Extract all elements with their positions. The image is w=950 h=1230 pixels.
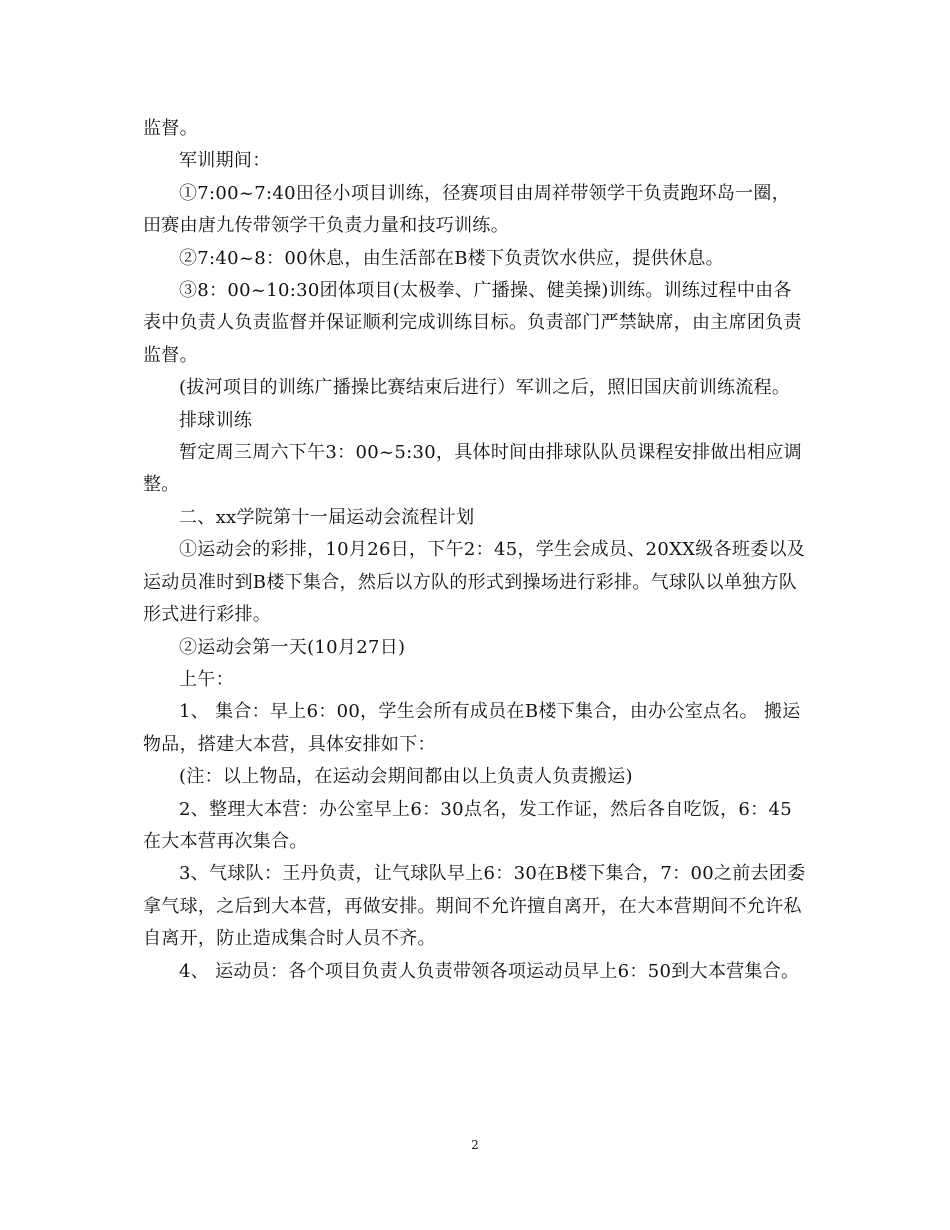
paragraph: ③8：00~10:30团体项目(太极拳、广播操、健美操)训练。训练过程中由各表中负责人负责监督并保证顺利完成训练目标。负责部门严禁缺席，由主席团负责监督。 <box>143 280 802 366</box>
paragraph: (注：以上物品，在运动会期间都由以上负责人负责搬运) <box>179 766 633 788</box>
paragraph: ①运动会的彩排，10月26日，下午2：45，学生会成员、20XX级各班委以及运动员准时到B楼下集合，然后以方队的形式到操场进行彩排。气球队以单独方队形式进行彩排。 <box>143 539 806 626</box>
paragraph: ②运动会第一天(10月27日) <box>179 636 406 658</box>
paragraph: 3、气球队：王丹负责，让气球队早上6：30在B楼下集合，7：00之前去团委拿气球，之后到大本营，再做安排。期间不允许擅自离开，在大本营期间不允许私自离开，防止造成集合时人员不齐。 <box>143 863 806 950</box>
paragraph: 暂定周三周六下午3：00~5:30，具体时间由排球队队员课程安排做出相应调整。 <box>143 442 802 496</box>
page-number: 2 <box>471 1138 479 1152</box>
paragraph: ②7:40~8：00休息，由生活部在B楼下负责饮水供应，提供休息。 <box>179 247 724 269</box>
paragraph: 4、 运动员：各个项目负责人负责带领各项运动员早上6：50到大本营集合。 <box>179 960 800 982</box>
section-heading: 二、xx学院第十一届运动会流程计划 <box>179 506 475 528</box>
section-heading: 排球训练 <box>179 409 253 431</box>
paragraph: 1、 集合：早上6：00，学生会所有成员在B楼下集合，由办公室点名。 搬运物品，搭建大本营，具体安排如下： <box>143 701 801 755</box>
paragraph: 监督。 <box>143 118 198 139</box>
paragraph: 2、整理大本营：办公室早上6：30点名，发工作证，然后各自吃饭，6：45在大本营再次集合。 <box>143 798 792 852</box>
paragraph: ①7:00~7:40田径小项目训练，径赛项目由周祥带领学干负责跑环岛一圈，田赛由唐九传带领学干负责力量和技巧训练。 <box>143 182 791 237</box>
paragraph: (拔河项目的训练广播操比赛结束后进行）军训之后，照旧国庆前训练流程。 <box>179 377 791 399</box>
paragraph: 上午： <box>179 668 234 690</box>
document-body <box>143 113 808 988</box>
paragraph: 军训期间： <box>179 150 271 172</box>
